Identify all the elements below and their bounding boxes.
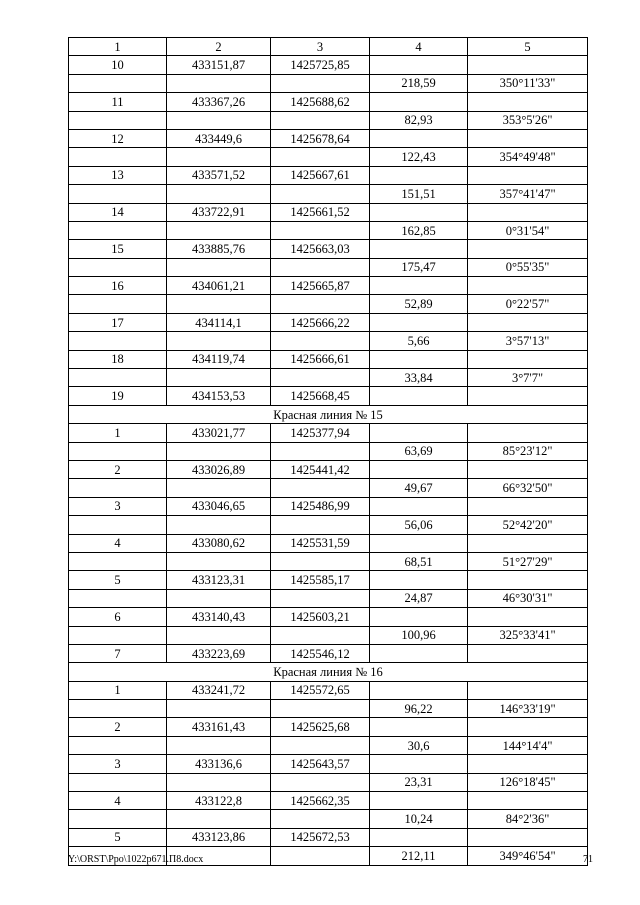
table-row [69, 460, 588, 478]
length-cell: 63,69 [370, 442, 468, 460]
table-row [69, 608, 588, 626]
length-cell [370, 608, 468, 626]
table-row [69, 74, 588, 92]
length-cell: 82,93 [370, 111, 468, 129]
length-cell: 218,59 [370, 74, 468, 92]
header-cell-angle: 5 [468, 38, 588, 56]
length-cell [370, 56, 468, 74]
length-cell [370, 792, 468, 810]
x-coordinate-cell: 433026,89 [167, 460, 271, 478]
y-coordinate-cell: 1425546,12 [271, 644, 370, 662]
direction-angle-cell [468, 755, 588, 773]
y-coordinate-cell: 1425377,94 [271, 424, 370, 442]
x-coordinate-cell: 434119,74 [167, 350, 271, 368]
x-coordinate-cell [167, 773, 271, 791]
table-row [69, 718, 588, 736]
y-coordinate-cell [271, 258, 370, 276]
direction-angle-cell [468, 166, 588, 184]
length-cell: 30,6 [370, 736, 468, 754]
point-number-cell: 1 [69, 681, 167, 699]
point-number-cell [69, 332, 167, 350]
y-coordinate-cell [271, 148, 370, 166]
table-row [69, 295, 588, 313]
y-coordinate-cell: 1425666,22 [271, 313, 370, 331]
direction-angle-cell: 66°32'50" [468, 479, 588, 497]
length-cell [370, 497, 468, 515]
y-coordinate-cell: 1425441,42 [271, 460, 370, 478]
y-coordinate-cell [271, 516, 370, 534]
y-coordinate-cell [271, 626, 370, 644]
point-number-cell: 5 [69, 828, 167, 846]
y-coordinate-cell: 1425486,99 [271, 497, 370, 515]
y-coordinate-cell [271, 74, 370, 92]
table-row [69, 571, 588, 589]
point-number-cell: 6 [69, 608, 167, 626]
length-cell: 33,84 [370, 369, 468, 387]
direction-angle-cell [468, 277, 588, 295]
table-row [69, 313, 588, 331]
direction-angle-cell [468, 534, 588, 552]
length-cell: 5,66 [370, 332, 468, 350]
direction-angle-cell [468, 644, 588, 662]
x-coordinate-cell: 433140,43 [167, 608, 271, 626]
y-coordinate-cell [271, 589, 370, 607]
x-coordinate-cell: 433161,43 [167, 718, 271, 736]
x-coordinate-cell [167, 148, 271, 166]
direction-angle-cell: 349°46'54" [468, 847, 588, 865]
x-coordinate-cell [167, 810, 271, 828]
y-coordinate-cell: 1425531,59 [271, 534, 370, 552]
table-row [69, 626, 588, 644]
length-cell: 100,96 [370, 626, 468, 644]
y-coordinate-cell: 1425603,21 [271, 608, 370, 626]
x-coordinate-cell [167, 626, 271, 644]
point-number-cell: 4 [69, 534, 167, 552]
x-coordinate-cell [167, 479, 271, 497]
length-cell [370, 277, 468, 295]
length-cell: 162,85 [370, 221, 468, 239]
direction-angle-cell [468, 460, 588, 478]
table-row [69, 828, 588, 846]
table-row [69, 148, 588, 166]
point-number-cell [69, 148, 167, 166]
header-cell-x: 2 [167, 38, 271, 56]
y-coordinate-cell [271, 847, 370, 865]
point-number-cell [69, 185, 167, 203]
y-coordinate-cell: 1425643,57 [271, 755, 370, 773]
table-row [69, 442, 588, 460]
table-body [69, 56, 588, 865]
x-coordinate-cell [167, 552, 271, 570]
table-row [69, 700, 588, 718]
point-number-cell [69, 736, 167, 754]
x-coordinate-cell [167, 332, 271, 350]
direction-angle-cell: 0°22'57" [468, 295, 588, 313]
x-coordinate-cell [167, 185, 271, 203]
y-coordinate-cell: 1425678,64 [271, 129, 370, 147]
table-row [69, 369, 588, 387]
direction-angle-cell [468, 129, 588, 147]
direction-angle-cell: 84°2'36" [468, 810, 588, 828]
point-number-cell: 19 [69, 387, 167, 405]
length-cell [370, 313, 468, 331]
length-cell [370, 93, 468, 111]
y-coordinate-cell: 1425665,87 [271, 277, 370, 295]
point-number-cell [69, 111, 167, 129]
direction-angle-cell [468, 387, 588, 405]
section-row [69, 405, 588, 423]
x-coordinate-cell: 433223,69 [167, 644, 271, 662]
y-coordinate-cell: 1425572,65 [271, 681, 370, 699]
table-row [69, 736, 588, 754]
length-cell: 68,51 [370, 552, 468, 570]
length-cell [370, 166, 468, 184]
x-coordinate-cell: 433449,6 [167, 129, 271, 147]
direction-angle-cell: 3°57'13" [468, 332, 588, 350]
table-header [69, 38, 588, 56]
x-coordinate-cell [167, 736, 271, 754]
section-title: Красная линия № 15 [69, 405, 588, 423]
direction-angle-cell: 52°42'20" [468, 516, 588, 534]
header-cell-point: 1 [69, 38, 167, 56]
direction-angle-cell: 357°41'47" [468, 185, 588, 203]
length-cell [370, 534, 468, 552]
table-row [69, 93, 588, 111]
point-number-cell: 14 [69, 203, 167, 221]
point-number-cell [69, 442, 167, 460]
y-coordinate-cell: 1425585,17 [271, 571, 370, 589]
y-coordinate-cell [271, 773, 370, 791]
y-coordinate-cell: 1425666,61 [271, 350, 370, 368]
length-cell [370, 203, 468, 221]
table-row [69, 185, 588, 203]
direction-angle-cell [468, 828, 588, 846]
length-cell: 24,87 [370, 589, 468, 607]
point-number-cell [69, 516, 167, 534]
point-number-cell: 13 [69, 166, 167, 184]
x-coordinate-cell: 433367,26 [167, 93, 271, 111]
table-row [69, 129, 588, 147]
x-coordinate-cell: 433123,31 [167, 571, 271, 589]
direction-angle-cell [468, 240, 588, 258]
x-coordinate-cell [167, 369, 271, 387]
table-row [69, 497, 588, 515]
length-cell: 96,22 [370, 700, 468, 718]
length-cell [370, 129, 468, 147]
footer-file-path: Y:\ORST\Ppo\1022p671.П8.docx [68, 854, 204, 865]
table-row [69, 203, 588, 221]
direction-angle-cell [468, 350, 588, 368]
direction-angle-cell: 144°14'4" [468, 736, 588, 754]
direction-angle-cell: 354°49'48" [468, 148, 588, 166]
point-number-cell: 2 [69, 460, 167, 478]
point-number-cell [69, 74, 167, 92]
x-coordinate-cell: 433046,65 [167, 497, 271, 515]
table-row [69, 277, 588, 295]
y-coordinate-cell: 1425662,35 [271, 792, 370, 810]
table-row [69, 56, 588, 74]
length-cell: 56,06 [370, 516, 468, 534]
x-coordinate-cell: 434061,21 [167, 277, 271, 295]
direction-angle-cell: 0°31'54" [468, 221, 588, 239]
y-coordinate-cell [271, 736, 370, 754]
length-cell [370, 240, 468, 258]
y-coordinate-cell: 1425667,61 [271, 166, 370, 184]
table-row [69, 258, 588, 276]
header-row [69, 38, 588, 56]
point-number-cell: 4 [69, 792, 167, 810]
length-cell [370, 828, 468, 846]
y-coordinate-cell [271, 369, 370, 387]
y-coordinate-cell: 1425668,45 [271, 387, 370, 405]
direction-angle-cell: 85°23'12" [468, 442, 588, 460]
table-row [69, 810, 588, 828]
length-cell [370, 644, 468, 662]
y-coordinate-cell [271, 442, 370, 460]
table-row [69, 552, 588, 570]
table-row [69, 387, 588, 405]
direction-angle-cell: 325°33'41" [468, 626, 588, 644]
length-cell [370, 424, 468, 442]
direction-angle-cell: 146°33'19" [468, 700, 588, 718]
table-row [69, 589, 588, 607]
x-coordinate-cell [167, 295, 271, 313]
direction-angle-cell [468, 718, 588, 736]
x-coordinate-cell: 434114,1 [167, 313, 271, 331]
x-coordinate-cell: 433021,77 [167, 424, 271, 442]
y-coordinate-cell [271, 111, 370, 129]
direction-angle-cell [468, 424, 588, 442]
direction-angle-cell: 350°11'33" [468, 74, 588, 92]
length-cell [370, 350, 468, 368]
x-coordinate-cell: 434153,53 [167, 387, 271, 405]
point-number-cell [69, 589, 167, 607]
x-coordinate-cell [167, 221, 271, 239]
coordinates-table [68, 37, 588, 866]
x-coordinate-cell: 433080,62 [167, 534, 271, 552]
point-number-cell [69, 295, 167, 313]
length-cell [370, 681, 468, 699]
point-number-cell: 17 [69, 313, 167, 331]
y-coordinate-cell: 1425625,68 [271, 718, 370, 736]
point-number-cell [69, 626, 167, 644]
header-cell-y: 3 [271, 38, 370, 56]
point-number-cell: 2 [69, 718, 167, 736]
length-cell: 10,24 [370, 810, 468, 828]
y-coordinate-cell [271, 810, 370, 828]
point-number-cell [69, 773, 167, 791]
length-cell [370, 460, 468, 478]
point-number-cell: 3 [69, 755, 167, 773]
point-number-cell: 11 [69, 93, 167, 111]
direction-angle-cell: 46°30'31" [468, 589, 588, 607]
length-cell: 49,67 [370, 479, 468, 497]
direction-angle-cell [468, 313, 588, 331]
direction-angle-cell: 353°5'26" [468, 111, 588, 129]
y-coordinate-cell [271, 552, 370, 570]
point-number-cell: 12 [69, 129, 167, 147]
direction-angle-cell: 51°27'29" [468, 552, 588, 570]
length-cell [370, 571, 468, 589]
y-coordinate-cell: 1425672,53 [271, 828, 370, 846]
y-coordinate-cell: 1425661,52 [271, 203, 370, 221]
direction-angle-cell [468, 203, 588, 221]
y-coordinate-cell: 1425725,85 [271, 56, 370, 74]
point-number-cell: 1 [69, 424, 167, 442]
direction-angle-cell: 3°7'7" [468, 369, 588, 387]
section-title: Красная линия № 16 [69, 663, 588, 681]
x-coordinate-cell [167, 516, 271, 534]
table-row [69, 534, 588, 552]
table-row [69, 644, 588, 662]
direction-angle-cell [468, 56, 588, 74]
length-cell: 122,43 [370, 148, 468, 166]
y-coordinate-cell: 1425688,62 [271, 93, 370, 111]
y-coordinate-cell: 1425663,03 [271, 240, 370, 258]
length-cell: 52,89 [370, 295, 468, 313]
table-row [69, 424, 588, 442]
length-cell [370, 718, 468, 736]
x-coordinate-cell: 433571,52 [167, 166, 271, 184]
table-row [69, 479, 588, 497]
point-number-cell [69, 552, 167, 570]
length-cell: 23,31 [370, 773, 468, 791]
x-coordinate-cell [167, 442, 271, 460]
table-row [69, 350, 588, 368]
direction-angle-cell: 0°55'35" [468, 258, 588, 276]
table-row [69, 516, 588, 534]
table-row [69, 755, 588, 773]
y-coordinate-cell [271, 295, 370, 313]
table-row [69, 332, 588, 350]
table-row [69, 240, 588, 258]
direction-angle-cell [468, 608, 588, 626]
y-coordinate-cell [271, 700, 370, 718]
direction-angle-cell [468, 93, 588, 111]
point-number-cell: 5 [69, 571, 167, 589]
length-cell [370, 755, 468, 773]
point-number-cell [69, 700, 167, 718]
x-coordinate-cell [167, 74, 271, 92]
direction-angle-cell [468, 792, 588, 810]
length-cell: 212,11 [370, 847, 468, 865]
x-coordinate-cell: 433123,86 [167, 828, 271, 846]
length-cell: 151,51 [370, 185, 468, 203]
y-coordinate-cell [271, 479, 370, 497]
table-row [69, 166, 588, 184]
table-row [69, 773, 588, 791]
x-coordinate-cell: 433136,6 [167, 755, 271, 773]
point-number-cell [69, 479, 167, 497]
direction-angle-cell [468, 571, 588, 589]
point-number-cell [69, 810, 167, 828]
table-row [69, 681, 588, 699]
header-cell-length: 4 [370, 38, 468, 56]
point-number-cell: 7 [69, 644, 167, 662]
x-coordinate-cell [167, 111, 271, 129]
length-cell [370, 387, 468, 405]
table-row [69, 792, 588, 810]
point-number-cell: 10 [69, 56, 167, 74]
point-number-cell: 18 [69, 350, 167, 368]
direction-angle-cell: 126°18'45" [468, 773, 588, 791]
direction-angle-cell [468, 497, 588, 515]
point-number-cell [69, 369, 167, 387]
table-row [69, 221, 588, 239]
x-coordinate-cell [167, 700, 271, 718]
x-coordinate-cell: 433122,8 [167, 792, 271, 810]
x-coordinate-cell: 433151,87 [167, 56, 271, 74]
x-coordinate-cell: 433722,91 [167, 203, 271, 221]
length-cell: 175,47 [370, 258, 468, 276]
point-number-cell: 15 [69, 240, 167, 258]
point-number-cell: 3 [69, 497, 167, 515]
y-coordinate-cell [271, 185, 370, 203]
x-coordinate-cell [167, 589, 271, 607]
x-coordinate-cell: 433885,76 [167, 240, 271, 258]
x-coordinate-cell [167, 258, 271, 276]
y-coordinate-cell [271, 332, 370, 350]
footer-page-number: 71 [583, 854, 593, 865]
point-number-cell: 16 [69, 277, 167, 295]
table-row [69, 111, 588, 129]
x-coordinate-cell: 433241,72 [167, 681, 271, 699]
direction-angle-cell [468, 681, 588, 699]
point-number-cell [69, 221, 167, 239]
y-coordinate-cell [271, 221, 370, 239]
section-row [69, 663, 588, 681]
point-number-cell [69, 258, 167, 276]
